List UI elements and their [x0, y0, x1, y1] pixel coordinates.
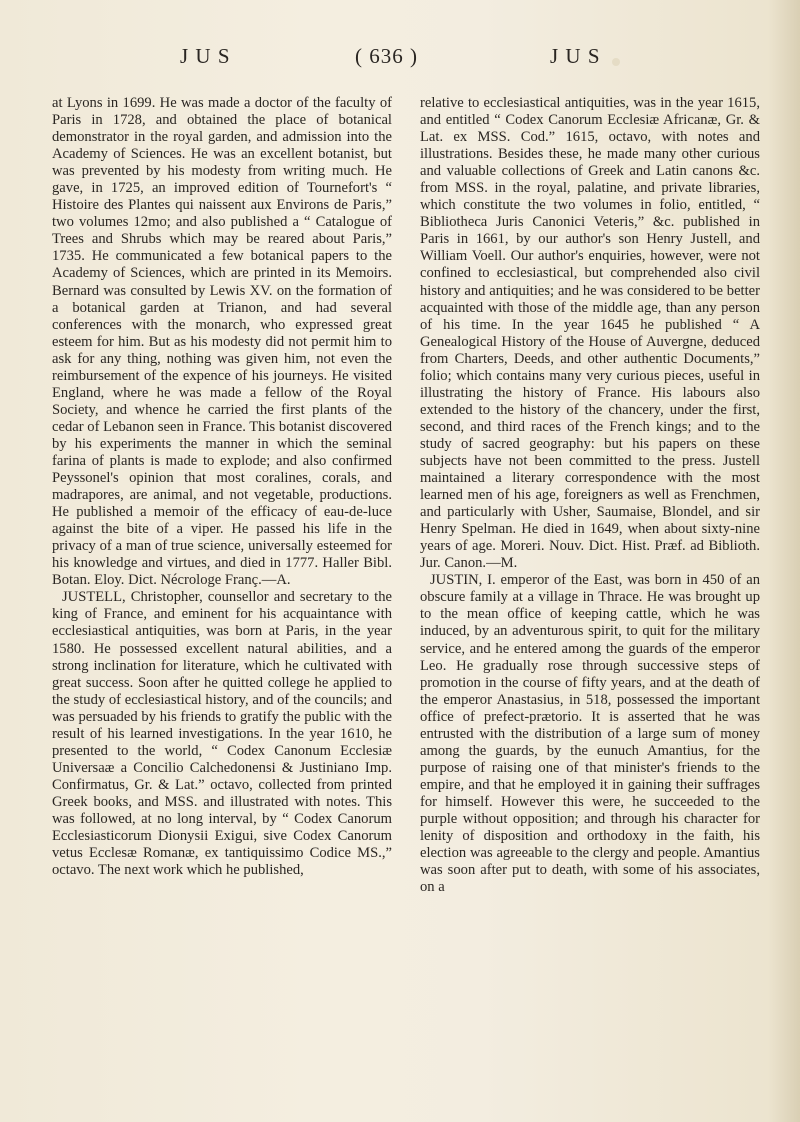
left-column: [52, 95, 392, 879]
entry-justell: JUSTELL, Christopher, counsellor and secretary to the king of France, and eminent for his acquaintance with ecclesiastical antiquities, was born at Paris, in the year 1580. He possessed excellent natural abilities, and a strong inclination for literature, which he cultivated with great success. Soon after he quitted college he applied to the study of ecclesiastical history, and of the councils; and was persuaded by his friends to gratify the public with the result of his learned investigations. In the year 1610, he presented to the world, “ Codex Canonum Ecclesiæ Universaæ a Concilio Calchedonensi & Justiniano Imp. Confirmatus, Gr. & Lat.” octavo, collected from printed Greek books, and MSS. and illustrated with notes. This was followed, at no long interval, by “ Codex Canorum Ecclesiasticorum Dionysii Exigui, sive Codex Canorum vetus Ecclesæ Romanæ, ex tantiquissimo Codice MS.,” octavo. The next work which he published,: [52, 589, 392, 879]
running-header: [0, 44, 800, 72]
paragraph-jussieu-continued: at Lyons in 1699. He was made a doctor of the faculty of Paris in 1728, and obtained the place of botanical demonstrator in the royal garden, and admission into the Academy of Sciences. He was an excellent botanist, but was prevented by his modesty from writing much. He gave, in 1725, an improved edition of Tournefort's “ Histoire des Plantes qui naissent aux Environs de Paris,” two volumes 12mo; and also published a “ Catalogue of Trees and Shrubs which may be reared about Paris,” 1735. He communicated a few botanical papers to the Academy of Sciences, which are printed in its Memoirs. Bernard was consulted by Lewis XV. on the formation of a botanical garden at Trianon, and had several conferences with the monarch, who expressed great esteem for him. But as his modesty did not permit him to ask for any thing, nothing was given him, not even the reimbursement of the expence of his journeys. He visited England, where he was made a fellow of the Royal Society, and whence he carried the first plants of the cedar of Lebanon seen in France. This botanist discovered by his experiments the manner in which the seminal farina of plants is made to explode; and also confirmed Peyssonel's opinion that most coralines, corals, and madrapores, are animal, and not vegetable, productions. He published a memoir of the efficacy of eau-de-luce against the bite of a viper. He passed his life in the privacy of a man of true science, universally esteemed for his knowledge and virtues, and died in 1777. Haller Bibl. Botan. Eloy. Dict. Nécrologe Franç.—A.: [52, 95, 392, 589]
paper-stain: [612, 58, 620, 66]
header-left: J U S: [180, 44, 231, 68]
right-column: [420, 95, 760, 896]
header-right: J U S: [550, 44, 601, 68]
page-number: ( 636 ): [355, 44, 418, 68]
entry-justin: JUSTIN, I. emperor of the East, was born in 450 of an obscure family at a village in Thrace. He was brought up to the mean office of keeping cattle, which he was induced, by an adventurous spirit, to quit for the military service, and he entered among the guards of the emperor Leo. He gradually rose through successive steps of promotion in the course of fifty years, and at the death of the emperor Anastasius, in 518, possessed the important office of prefect-prætorio. It is asserted that he was entrusted with the distribution of a large sum of money among the guards, by the eunuch Amantius, for the purpose of raising one of that minister's friends to the empire, and that he employed it in gaining their suffrages for himself. However this were, he succeeded to the purple without opposition; and through his character for lenity of disposition and orthodoxy in the faith, his election was agreeable to the clergy and people. Amantius was soon after put to death, with some of his associates, on a: [420, 572, 760, 896]
paragraph-justell-continued: relative to ecclesiastical antiquities, was in the year 1615, and entitled “ Codex Canorum Ecclesiæ Africanæ, Gr. & Lat. ex MSS. Cod.” 1615, octavo, with notes and illustrations. Besides these, he made many other curious and valuable collections of Greek and Latin canons &c. from MSS. in the royal, palatine, and private libraries, which constitute the two volumes in folio, entitled, “ Bibliotheca Juris Canonici Veteris,” &c. published in Paris in 1661, by our author's son Henry Justell, and William Voell. Our author's enquiries, however, were not confined to ecclesiastical, but comprehended also civil history and antiquities; and he was considered to be better acquainted with those of the middle age, than any person of his time. In the year 1645 he published “ A Genealogical History of the House of Auvergne, deduced from Charters, Deeds, and other authentic Documents,” folio; which contains many very curious pieces, useful in illustrating the history of France. His labours also extended to the history of the chancery, under the first, second, and third races of the French kings; and to the study of sacred geography: but his papers on these subjects have not been committed to the press. Justell maintained a literary correspondence with the most learned men of his age, foreigners as well as Frenchmen, and particularly with Usher, Saumaise, Blondel, and sir Henry Spelman. He died in 1649, when about sixty-nine years of age. Moreri. Nouv. Dict. Hist. Præf. ad Biblioth. Jur. Canon.—M.: [420, 95, 760, 572]
